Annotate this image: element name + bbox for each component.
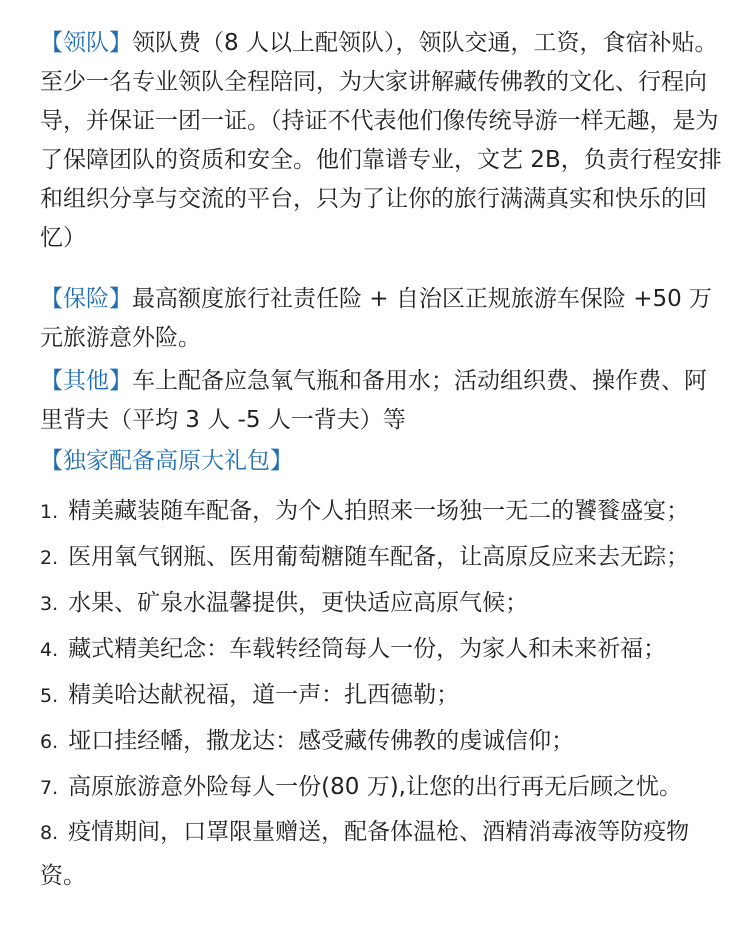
other-paragraph [40,362,728,440]
list-item-text: 水果、矿泉水温馨提供，更快适应高原气候； [68,590,529,616]
list-item-number: 1. [40,501,59,523]
list-item [40,535,728,581]
list-item [40,719,728,765]
insurance-tag: 【保险】 [40,286,132,312]
list-item-text: 高原旅游意外险每人一份(80 万),让您的出行再无后顾之忧。 [68,774,682,800]
list-item-number: 8. [40,822,59,844]
leader-text: 领队费（8 人以上配领队），领队交通，工资，食宿补贴。至少一名专业领队全程陪同，为大家讲解藏传佛教的文化、行程向导，并保证一团一证。（持证不代表他们像传统导游一样无趣，是为了保障团队的资质和安全。他们靠谱专业，文艺 2B，负责行程安排和组织分享与交流的平台，只为了让你的旅行满满真实和快乐的回忆） [40,30,722,251]
list-item-text: 精美藏装随车配备，为个人拍照来一场独一无二的饕餮盛宴； [68,498,690,524]
list-item [40,489,728,535]
insurance-text: 最高额度旅行社责任险 + 自治区正规旅游车保险 +50 万元旅游意外险。 [40,286,713,351]
list-item-number: 2. [40,547,59,569]
leader-tag: 【领队】 [40,30,132,56]
list-item-text: 疫情期间，口罩限量赠送，配备体温枪、酒精消毒液等防疫物资。 [40,819,690,889]
list-item-text: 医用氧气钢瓶、医用葡萄糖随车配备，让高原反应来去无踪； [68,544,690,570]
list-item-number: 6. [40,731,59,753]
other-tag: 【其他】 [40,368,132,394]
list-item [40,811,728,898]
list-item-number: 4. [40,639,59,661]
list-item-text: 精美哈达献祝福，道一声：扎西德勒； [68,682,460,708]
list-item [40,581,728,627]
list-item [40,627,728,673]
list-item-text: 藏式精美纪念：车载转经筒每人一份，为家人和未来祈福； [68,636,667,662]
leader-paragraph [40,24,728,258]
list-item [40,673,728,719]
list-item-text: 垭口挂经幡，撒龙达：感受藏传佛教的虔诚信仰； [68,728,575,754]
list-item-number: 3. [40,593,59,615]
list-item [40,765,728,811]
gift-section-title: 【独家配备高原大礼包】 [40,448,293,474]
other-text: 车上配备应急氧气瓶和备用水；活动组织费、操作费、阿里背夫（平均 3 人 -5 人一背夫）等 [40,368,707,433]
insurance-paragraph [40,280,728,358]
gift-list [40,489,728,898]
list-item-number: 7. [40,777,59,799]
list-item-number: 5. [40,685,59,707]
